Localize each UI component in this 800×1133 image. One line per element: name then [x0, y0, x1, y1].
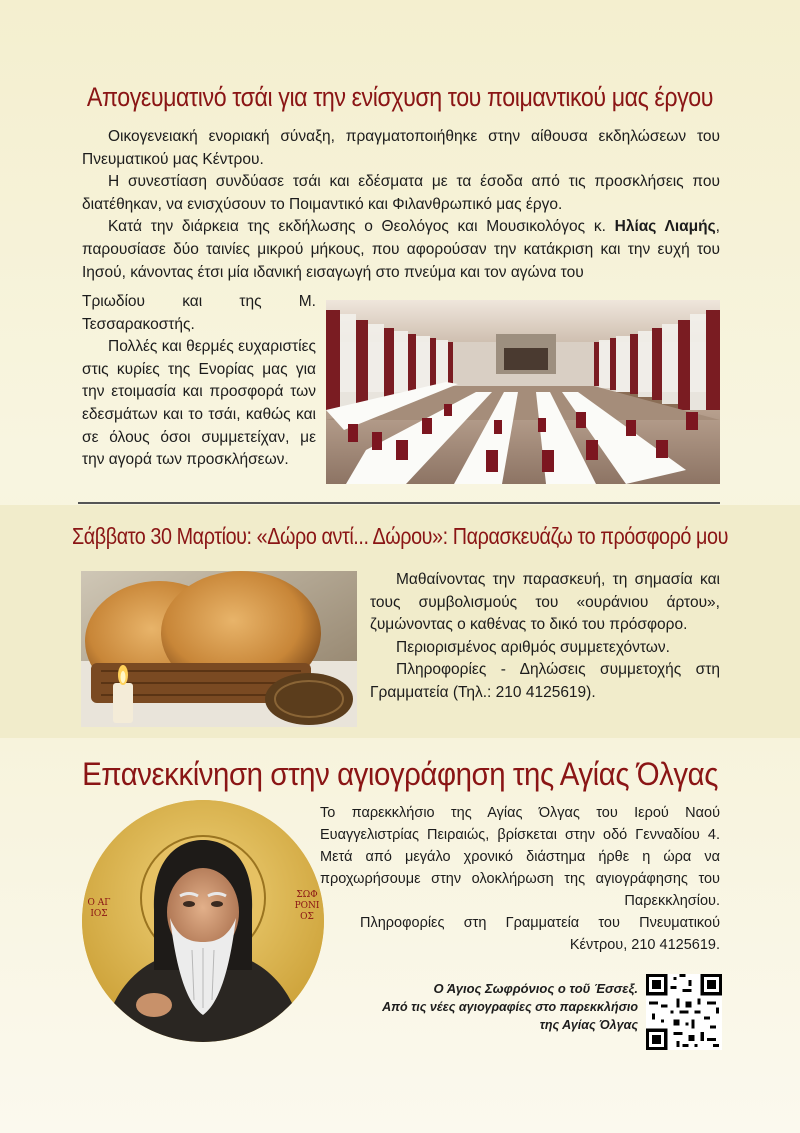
prosforo-title: Σάββατο 30 Μαρτίου: «Δώρο αντί... Δώρου»: Παρασκευάζω το πρόσφορό μου	[71, 523, 728, 549]
hall-photo	[326, 300, 720, 484]
tea-event-paragraph-3-cont: Τριωδίου και της Μ. Τεσσαρακοστής.	[82, 293, 316, 333]
tea-event-paragraph-2: Η συνεστίαση συνδύασε τσάι και εδέσματα με τα έσοδα από τις προσκλήσεις που διατέθηκαν, να ενισχύσουν το Ποιμαντικό και Φιλανθρωπικό μας έργο.	[82, 173, 720, 213]
prosforo-paragraph-1: Μαθαίνοντας την παρασκευή, τη σημασία και τους συμβολισμούς του «ουράνιου άρτου», ζυμώνοντας ο καθένας το δικό του πρόσφορο.	[370, 571, 720, 634]
iconography-section	[0, 738, 800, 1133]
saint-icon	[82, 800, 324, 1042]
paragraph-3-end: , παρουσίασε δύο ταινίες μικρού μήκους, που αφορούσαν την κατάκριση και την ευχή του Ιησού, κάνοντας έτσι μία ιδανική εισαγωγή στο πνεύμα και τον αγώνα του	[82, 218, 720, 281]
tea-event-paragraph-1: Οικογενειακή ενοριακή σύναξη, πραγματοποιήθηκε στην αίθουσα εκδηλώσεων του Πνευματικού μας Κέντρου.	[82, 128, 720, 168]
paragraph-3-start: Κατά την διάρκεια της εκδήλωσης ο Θεολόγος και Μουσικολόγος κ.	[108, 218, 615, 236]
iconography-text	[320, 802, 720, 956]
tea-event-text-top	[82, 126, 720, 284]
icon-caption	[380, 980, 638, 1034]
iconography-paragraph-2: Πληροφορίες στη Γραμματεία του Πνευματικού Κέντρου, 210 4125619.	[360, 915, 720, 953]
prosforo-paragraph-2: Περιορισμένος αριθμός συμμετεχόντων.	[396, 638, 670, 656]
caption-line-1: Ο Άγιος Σωφρόνιος ο τοῦ Έσσεξ.	[433, 981, 638, 996]
prosforo-paragraph-3: Πληροφορίες - Δηλώσεις συμμετοχής στη Γραμματεία (Τηλ.: 210 4125619).	[370, 661, 720, 701]
caption-line-2: Από τις νέες αγιογραφίες στο παρεκκλήσιο	[382, 1000, 638, 1014]
iconography-title: Επανεκκίνηση στην αγιογράφηση της Αγίας Όλγας	[82, 756, 718, 792]
tea-event-text-left	[82, 291, 316, 472]
bread-photo	[81, 571, 357, 727]
caption-line-3: της Αγίας Όλγας	[539, 1018, 638, 1032]
icon-left-inscription: Ο ΑΓΙΟΣ	[87, 898, 111, 919]
prosforo-text	[370, 569, 720, 705]
tea-event-section	[0, 0, 800, 504]
qr-code[interactable]	[646, 974, 722, 1050]
section-divider	[78, 502, 720, 504]
iconography-paragraph-1: Το παρεκκλήσιο της Αγίας Όλγας του Ιερού Ναού Ευαγγελιστρίας Πειραιώς, βρίσκεται στην οδό Γενναδίου 4. Μετά από μεγάλο χρονικό διάστημα ήρθε η ώρα να προχωρήσουμε στην ολοκλήρωση της αγιογράφησης του Παρεκκλησίου.	[320, 805, 720, 909]
tea-event-title: Απογευματινό τσάι για την ενίσχυση του ποιμαντικού μας έργου	[86, 82, 714, 112]
speaker-name: Ηλίας Λιαμής	[614, 218, 716, 236]
prosforo-section	[0, 505, 800, 738]
tea-event-paragraph-3	[82, 216, 720, 284]
tea-event-paragraph-4: Πολλές και θερμές ευχαριστίες στις κυρίες της Ενορίας μας για την ετοιμασία και προσφορά των εδεσμάτων και το τσάι, καθώς και σε όλους όσοι συμμετείχαν, με την αγορά των προσκλήσεων.	[82, 338, 316, 469]
icon-right-inscription: ΣΩΦΡΟΝΙΟΣ	[294, 890, 320, 922]
